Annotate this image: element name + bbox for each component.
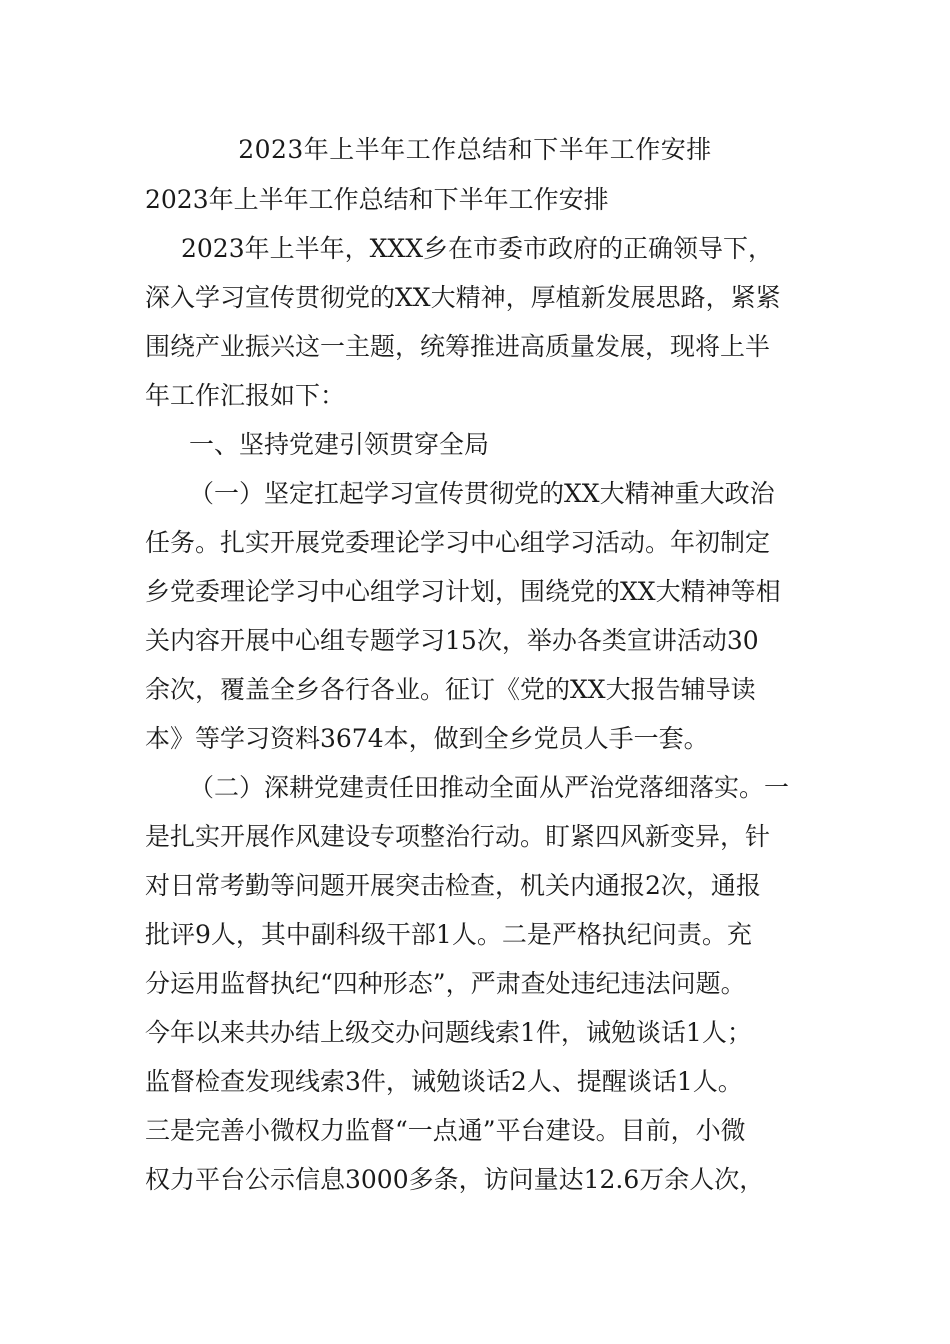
paragraph-line: 批评9人，其中副科级干部1人。二是严格执纪问责。充 (145, 920, 752, 949)
paragraph-line: 2023年上半年，XXX乡在市委市政府的正确领导下， (181, 234, 774, 263)
paragraph-line: 余次，覆盖全乡各行各业。征订《党的XX大报告辅导读 (145, 675, 756, 704)
paragraph-line: 任务。扎实开展党委理论学习中心组学习活动。年初制定 (145, 528, 771, 557)
paragraph-line: 关内容开展中心组专题学习15次，举办各类宣讲活动30 (145, 626, 759, 655)
paragraph-line: 年工作汇报如下： (145, 381, 346, 410)
document-title: 2023年上半年工作总结和下半年工作安排 (238, 135, 712, 164)
paragraph-line: 今年以来共办结上级交办问题线索1件，诫勉谈话1人； (145, 1018, 752, 1047)
paragraph-line: 对日常考勤等问题开展突击检查，机关内通报2次，通报 (145, 871, 761, 900)
paragraph-line: 监督检查发现线索3件，诫勉谈话2人、提醒谈话1人。 (145, 1067, 743, 1096)
paragraph-line: 三是完善小微权力监督“一点通”平台建设。目前，小微 (145, 1116, 746, 1145)
paragraph-line: 围绕产业振兴这一主题，统筹推进高质量发展，现将上半 (145, 332, 771, 361)
paragraph-line: 本》等学习资料3674本，做到全乡党员人手一套。 (145, 724, 709, 753)
subtitle-line: 2023年上半年工作总结和下半年工作安排 (145, 185, 609, 214)
paragraph-line: 乡党委理论学习中心组学习计划，围绕党的XX大精神等相 (145, 577, 781, 606)
paragraph-line: （二）深耕党建责任田推动全面从严治党落细落实。一 (189, 773, 790, 802)
paragraph-line: 权力平台公示信息3000多条，访问量达12.6万余人次， (145, 1165, 765, 1194)
paragraph-line: 分运用监督执纪“四种形态”，严肃查处违纪违法问题。 (145, 969, 746, 998)
section-heading: 一、坚持党建引领贯穿全局 (189, 430, 490, 459)
paragraph-line: 是扎实开展作风建设专项整治行动。盯紧四风新变异，针 (145, 822, 771, 851)
paragraph-line: 深入学习宣传贯彻党的XX大精神，厚植新发展思路，紧紧 (145, 283, 781, 312)
paragraph-line: （一）坚定扛起学习宣传贯彻党的XX大精神重大政治 (189, 479, 775, 508)
document-body (145, 182, 805, 1211)
